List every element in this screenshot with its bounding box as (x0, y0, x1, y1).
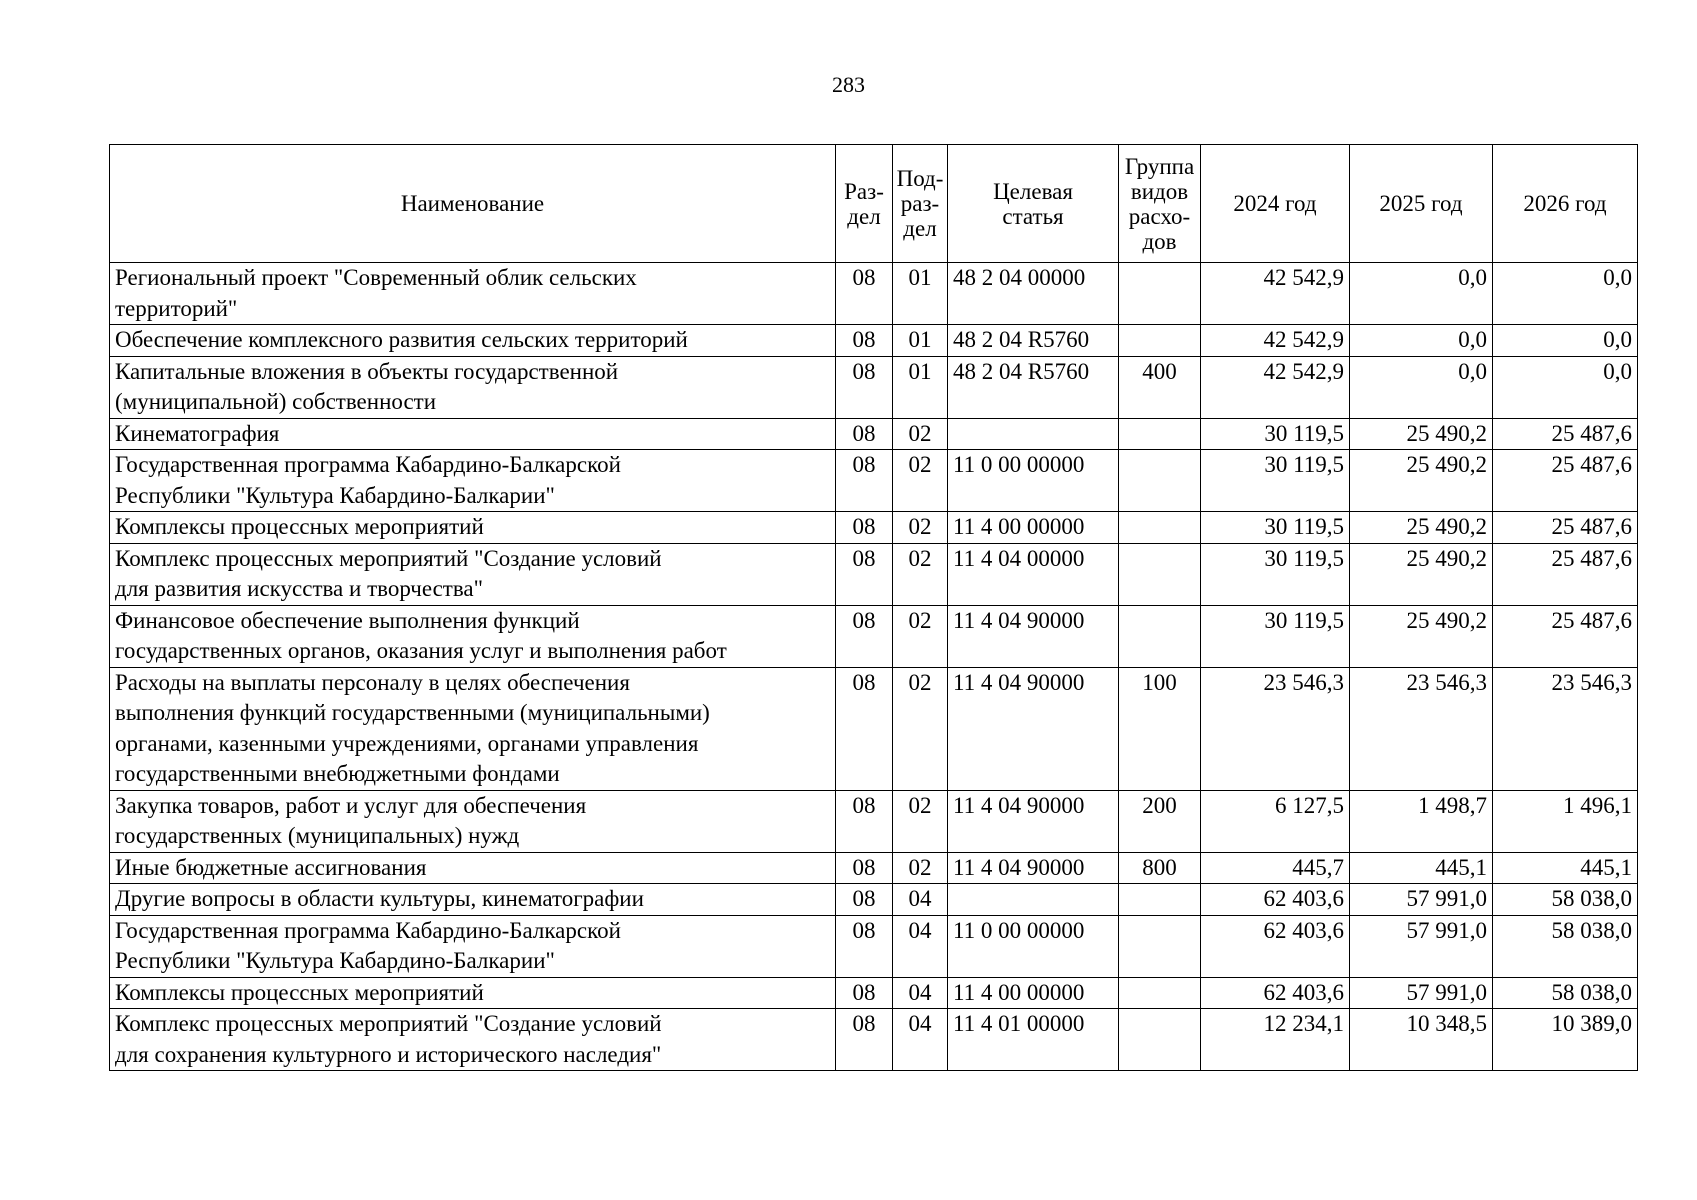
row-target-article-cell: 11 4 04 90000 (948, 790, 1119, 852)
header-year-2024: 2024 год (1201, 145, 1350, 263)
row-2025-cell: 445,1 (1350, 852, 1493, 884)
row-target-article-cell (948, 884, 1119, 916)
row-2025-cell: 25 490,2 (1350, 605, 1493, 667)
row-2026-cell: 23 546,3 (1493, 667, 1638, 790)
row-2025-cell: 0,0 (1350, 356, 1493, 418)
header-expense-group: Группа видов расхо- дов (1119, 145, 1201, 263)
row-subsection-cell: 02 (893, 852, 948, 884)
row-expense-group-cell (1119, 512, 1201, 544)
table-row (110, 263, 1638, 325)
row-section-cell: 08 (836, 450, 893, 512)
row-expense-group-cell: 400 (1119, 356, 1201, 418)
row-2026-cell: 445,1 (1493, 852, 1638, 884)
row-name-cell: Комплекс процессных мероприятий "Создание условий для сохранения культурного и исторического наследия" (110, 1009, 836, 1071)
row-2026-cell: 25 487,6 (1493, 418, 1638, 450)
row-expense-group-cell (1119, 915, 1201, 977)
row-section-cell: 08 (836, 790, 893, 852)
table-row (110, 1009, 1638, 1071)
row-2026-cell: 25 487,6 (1493, 512, 1638, 544)
table-body (110, 263, 1638, 1071)
row-2024-cell: 6 127,5 (1201, 790, 1350, 852)
header-name: Наименование (110, 145, 836, 263)
row-2024-cell: 23 546,3 (1201, 667, 1350, 790)
row-2024-cell: 30 119,5 (1201, 512, 1350, 544)
row-name-cell: Региональный проект "Современный облик сельских территорий" (110, 263, 836, 325)
table-row (110, 325, 1638, 357)
row-name-cell: Государственная программа Кабардино-Балкарской Республики "Культура Кабардино-Балкарии" (110, 450, 836, 512)
header-subsection: Под- раз- дел (893, 145, 948, 263)
row-2024-cell: 62 403,6 (1201, 977, 1350, 1009)
row-subsection-cell: 02 (893, 418, 948, 450)
row-expense-group-cell (1119, 543, 1201, 605)
row-section-cell: 08 (836, 852, 893, 884)
row-expense-group-cell (1119, 263, 1201, 325)
row-section-cell: 08 (836, 263, 893, 325)
row-name-cell: Другие вопросы в области культуры, кинематографии (110, 884, 836, 916)
row-section-cell: 08 (836, 1009, 893, 1071)
row-subsection-cell: 01 (893, 356, 948, 418)
row-2026-cell: 25 487,6 (1493, 543, 1638, 605)
page-number: 283 (832, 72, 865, 97)
row-subsection-cell: 02 (893, 605, 948, 667)
row-target-article-cell: 48 2 04 R5760 (948, 356, 1119, 418)
row-expense-group-cell (1119, 977, 1201, 1009)
row-expense-group-cell (1119, 418, 1201, 450)
budget-table (109, 144, 1638, 1071)
row-subsection-cell: 02 (893, 450, 948, 512)
row-name-cell: Комплексы процессных мероприятий (110, 977, 836, 1009)
row-2026-cell: 0,0 (1493, 325, 1638, 357)
row-name-cell: Обеспечение комплексного развития сельских территорий (110, 325, 836, 357)
row-expense-group-cell (1119, 325, 1201, 357)
row-target-article-cell: 11 4 04 90000 (948, 605, 1119, 667)
row-target-article-cell: 48 2 04 00000 (948, 263, 1119, 325)
row-target-article-cell: 48 2 04 R5760 (948, 325, 1119, 357)
row-2024-cell: 445,7 (1201, 852, 1350, 884)
row-target-article-cell (948, 418, 1119, 450)
row-subsection-cell: 02 (893, 667, 948, 790)
row-2024-cell: 30 119,5 (1201, 605, 1350, 667)
table-row (110, 884, 1638, 916)
row-2025-cell: 25 490,2 (1350, 450, 1493, 512)
row-section-cell: 08 (836, 512, 893, 544)
row-subsection-cell: 04 (893, 977, 948, 1009)
row-subsection-cell: 02 (893, 790, 948, 852)
row-name-cell: Комплекс процессных мероприятий "Создание условий для развития искусства и творчества" (110, 543, 836, 605)
row-section-cell: 08 (836, 884, 893, 916)
table-row (110, 450, 1638, 512)
row-expense-group-cell (1119, 1009, 1201, 1071)
row-target-article-cell: 11 4 01 00000 (948, 1009, 1119, 1071)
row-2025-cell: 25 490,2 (1350, 512, 1493, 544)
table-row (110, 356, 1638, 418)
row-subsection-cell: 01 (893, 263, 948, 325)
row-2026-cell: 0,0 (1493, 356, 1638, 418)
row-2026-cell: 0,0 (1493, 263, 1638, 325)
table-row (110, 418, 1638, 450)
row-2025-cell: 57 991,0 (1350, 977, 1493, 1009)
row-subsection-cell: 02 (893, 512, 948, 544)
row-section-cell: 08 (836, 418, 893, 450)
row-2026-cell: 25 487,6 (1493, 605, 1638, 667)
table-row (110, 667, 1638, 790)
row-expense-group-cell (1119, 605, 1201, 667)
table-row (110, 977, 1638, 1009)
row-2026-cell: 1 496,1 (1493, 790, 1638, 852)
row-target-article-cell: 11 4 00 00000 (948, 512, 1119, 544)
row-expense-group-cell (1119, 450, 1201, 512)
row-2024-cell: 30 119,5 (1201, 450, 1350, 512)
table-row (110, 790, 1638, 852)
row-section-cell: 08 (836, 605, 893, 667)
row-target-article-cell: 11 4 04 00000 (948, 543, 1119, 605)
row-2024-cell: 62 403,6 (1201, 915, 1350, 977)
row-section-cell: 08 (836, 325, 893, 357)
header-year-2026: 2026 год (1493, 145, 1638, 263)
header-target-article: Целевая статья (948, 145, 1119, 263)
row-2025-cell: 25 490,2 (1350, 418, 1493, 450)
table-row (110, 605, 1638, 667)
row-name-cell: Финансовое обеспечение выполнения функций государственных органов, оказания услуг и выполнения работ (110, 605, 836, 667)
header-year-2025: 2025 год (1350, 145, 1493, 263)
row-expense-group-cell (1119, 884, 1201, 916)
row-section-cell: 08 (836, 915, 893, 977)
row-subsection-cell: 04 (893, 884, 948, 916)
row-subsection-cell: 02 (893, 543, 948, 605)
row-2024-cell: 30 119,5 (1201, 418, 1350, 450)
row-section-cell: 08 (836, 356, 893, 418)
row-2026-cell: 10 389,0 (1493, 1009, 1638, 1071)
row-2025-cell: 0,0 (1350, 325, 1493, 357)
row-expense-group-cell: 100 (1119, 667, 1201, 790)
row-2026-cell: 58 038,0 (1493, 915, 1638, 977)
header-section: Раз- дел (836, 145, 893, 263)
row-target-article-cell: 11 0 00 00000 (948, 915, 1119, 977)
row-2024-cell: 30 119,5 (1201, 543, 1350, 605)
row-2025-cell: 23 546,3 (1350, 667, 1493, 790)
row-name-cell: Расходы на выплаты персоналу в целях обеспечения выполнения функций государственными (муниципальными) органами, казенными учреждениями, органами управления государственными внебюджетными фондами (110, 667, 836, 790)
row-name-cell: Кинематография (110, 418, 836, 450)
row-2026-cell: 25 487,6 (1493, 450, 1638, 512)
row-2024-cell: 42 542,9 (1201, 263, 1350, 325)
row-2025-cell: 57 991,0 (1350, 884, 1493, 916)
row-subsection-cell: 04 (893, 1009, 948, 1071)
row-section-cell: 08 (836, 977, 893, 1009)
row-target-article-cell: 11 4 00 00000 (948, 977, 1119, 1009)
table-row (110, 512, 1638, 544)
row-2024-cell: 62 403,6 (1201, 884, 1350, 916)
row-2025-cell: 57 991,0 (1350, 915, 1493, 977)
row-subsection-cell: 01 (893, 325, 948, 357)
row-name-cell: Комплексы процессных мероприятий (110, 512, 836, 544)
row-2025-cell: 1 498,7 (1350, 790, 1493, 852)
row-name-cell: Капитальные вложения в объекты государственной (муниципальной) собственности (110, 356, 836, 418)
row-2025-cell: 0,0 (1350, 263, 1493, 325)
row-2024-cell: 12 234,1 (1201, 1009, 1350, 1071)
table-row (110, 915, 1638, 977)
row-name-cell: Государственная программа Кабардино-Балкарской Республики "Культура Кабардино-Балкарии" (110, 915, 836, 977)
row-2024-cell: 42 542,9 (1201, 325, 1350, 357)
row-expense-group-cell: 800 (1119, 852, 1201, 884)
row-name-cell: Закупка товаров, работ и услуг для обеспечения государственных (муниципальных) нужд (110, 790, 836, 852)
table-row (110, 543, 1638, 605)
row-target-article-cell: 11 4 04 90000 (948, 852, 1119, 884)
table-header (110, 145, 1638, 263)
row-target-article-cell: 11 4 04 90000 (948, 667, 1119, 790)
row-expense-group-cell: 200 (1119, 790, 1201, 852)
table-row (110, 852, 1638, 884)
row-2025-cell: 10 348,5 (1350, 1009, 1493, 1071)
row-2026-cell: 58 038,0 (1493, 884, 1638, 916)
row-section-cell: 08 (836, 543, 893, 605)
row-target-article-cell: 11 0 00 00000 (948, 450, 1119, 512)
row-2026-cell: 58 038,0 (1493, 977, 1638, 1009)
row-section-cell: 08 (836, 667, 893, 790)
row-2024-cell: 42 542,9 (1201, 356, 1350, 418)
row-subsection-cell: 04 (893, 915, 948, 977)
row-2025-cell: 25 490,2 (1350, 543, 1493, 605)
row-name-cell: Иные бюджетные ассигнования (110, 852, 836, 884)
